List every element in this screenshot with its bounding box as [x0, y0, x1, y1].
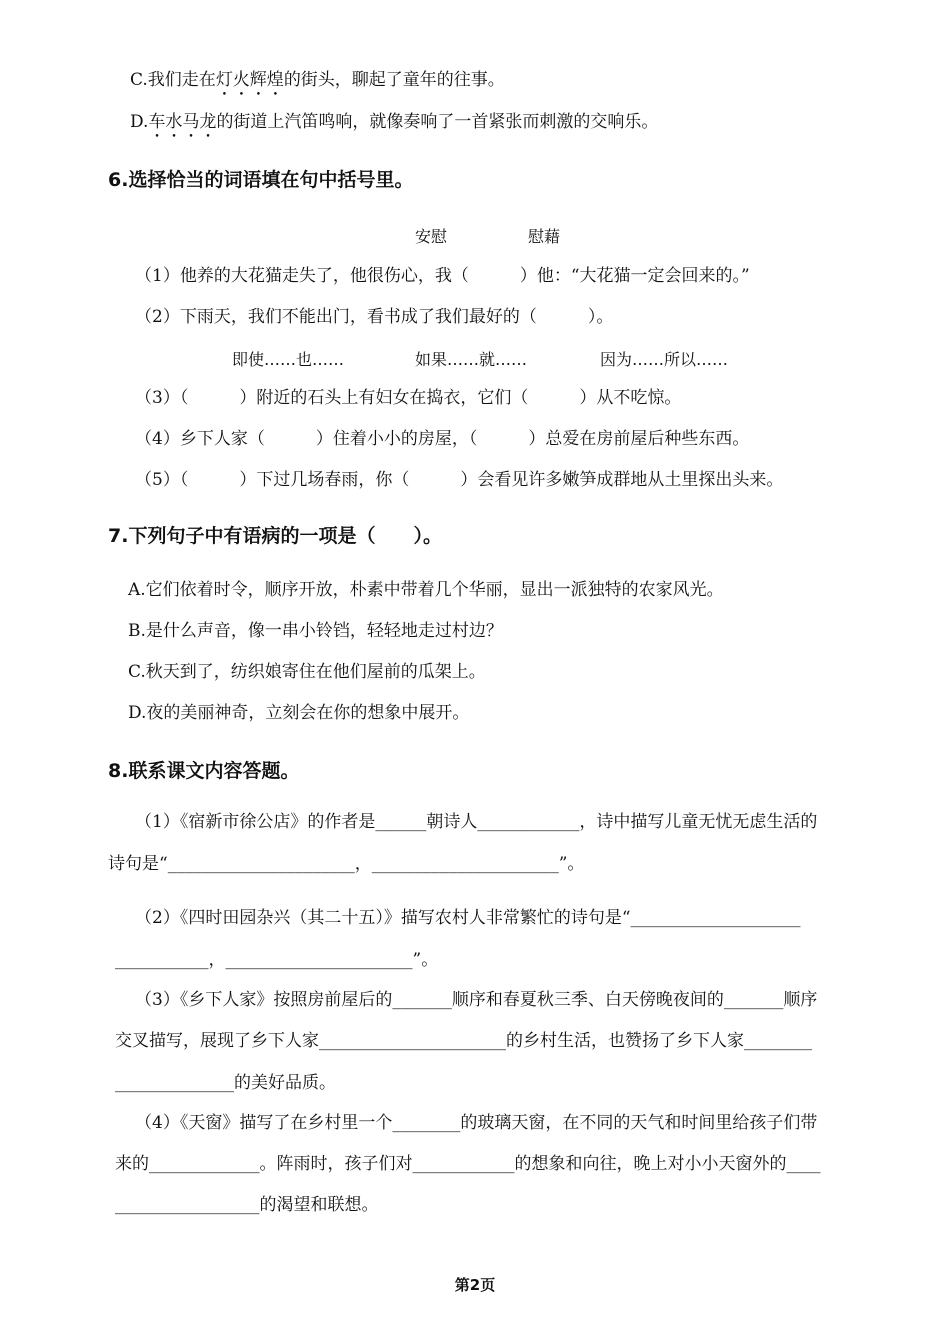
q6-word-1: 安慰 — [415, 227, 448, 246]
q6-conj-3: 因为……所以…… — [600, 350, 729, 369]
q6-sentence-2: （2）下雨天，我们不能出门，看书成了我们最好的（ ）。 — [135, 307, 614, 327]
q6-word-2: 慰藉 — [528, 227, 561, 246]
q6-sentence-3: （3）（ ）附近的石头上有妇女在捣衣，它们（ ）从不吃惊。 — [135, 388, 682, 408]
q8-title: 8.联系课文内容答题。 — [108, 760, 300, 782]
q7-title: 7.下列句子中有语病的一项是（ ）。 — [108, 525, 442, 547]
page-number: 第2页 — [454, 1276, 496, 1294]
q5-option-d-post: 的街道上汽笛鸣响，就像奏响了一首紧张而刺激的交响乐。 — [216, 112, 659, 132]
q7-option-b: B.是什么声音，像一串小铃铛，轻轻地走过村边？ — [128, 621, 503, 641]
q8-part1-line2: 诗句是“______________________，______________________”。 — [108, 854, 585, 874]
q5-option-c-pre: C.我们走在 — [130, 70, 216, 90]
q8-part4-line1: （4）《天窗》描写了在乡村里一个________的玻璃天窗，在不同的天气和时间里给孩子们带 — [135, 1113, 818, 1133]
q5-option-d-pre: D. — [130, 112, 149, 132]
q6-title: 6.选择恰当的词语填在句中括号里。 — [108, 169, 414, 191]
q5-option-c-dotted: 灯火辉煌 — [215, 70, 284, 90]
q8-part1-line1: （1）《宿新市徐公店》的作者是______朝诗人____________，诗中描写儿童无忧无虑生活的 — [135, 812, 818, 832]
q6-conj-2: 如果……就…… — [415, 350, 528, 369]
q8-part4-line2: 来的_____________。阵雨时，孩子们对____________的想象和向往，晚上对小小天窗外的____ — [115, 1154, 821, 1174]
q5-option-c — [130, 68, 505, 100]
q8-part3-line1: （3）《乡下人家》按照房前屋后的_______顺序和春夏秋三季、白天傍晚夜间的_______顺序 — [135, 990, 818, 1010]
q8-part2-line1: （2）《四时田园杂兴（其二十五）》描写农村人非常繁忙的诗句是“____________________ — [135, 908, 801, 928]
q6-conj-1: 即使……也…… — [232, 350, 345, 369]
q5-option-d-dotted: 车水马龙 — [148, 112, 217, 132]
q6-sentence-1: （1）他养的大花猫走失了，他很伤心，我（ ）他：“大花猫一定会回来的。” — [135, 266, 750, 286]
q6-sentence-4: （4）乡下人家（ ）住着小小的房屋，（ ）总爱在房前屋后种些东西。 — [135, 429, 750, 449]
q8-part3-line3: ______________的美好品质。 — [115, 1073, 336, 1093]
q8-part3-line2: 交叉描写，展现了乡下人家______________________的乡村生活，也赞扬了乡下人家________ — [115, 1031, 812, 1051]
q5-option-d — [130, 110, 658, 142]
q8-part4-line3: _________________的渴望和联想。 — [115, 1195, 379, 1215]
q8-part2-line2: ___________，______________________”。 — [115, 950, 439, 970]
q7-option-c: C.秋天到了，纺织娘寄住在他们屋前的瓜架上。 — [128, 662, 486, 682]
q7-option-a: A.它们依着时令，顺序开放，朴素中带着几个华丽，显出一派独特的农家风光。 — [128, 580, 724, 600]
q5-option-c-post: 的街头，聊起了童年的往事。 — [283, 70, 505, 90]
q6-sentence-5: （5）（ ）下过几场春雨，你（ ）会看见许多嫩笋成群地从土里探出头来。 — [135, 470, 784, 490]
q7-option-d: D.夜的美丽神奇，立刻会在你的想象中展开。 — [128, 703, 470, 723]
